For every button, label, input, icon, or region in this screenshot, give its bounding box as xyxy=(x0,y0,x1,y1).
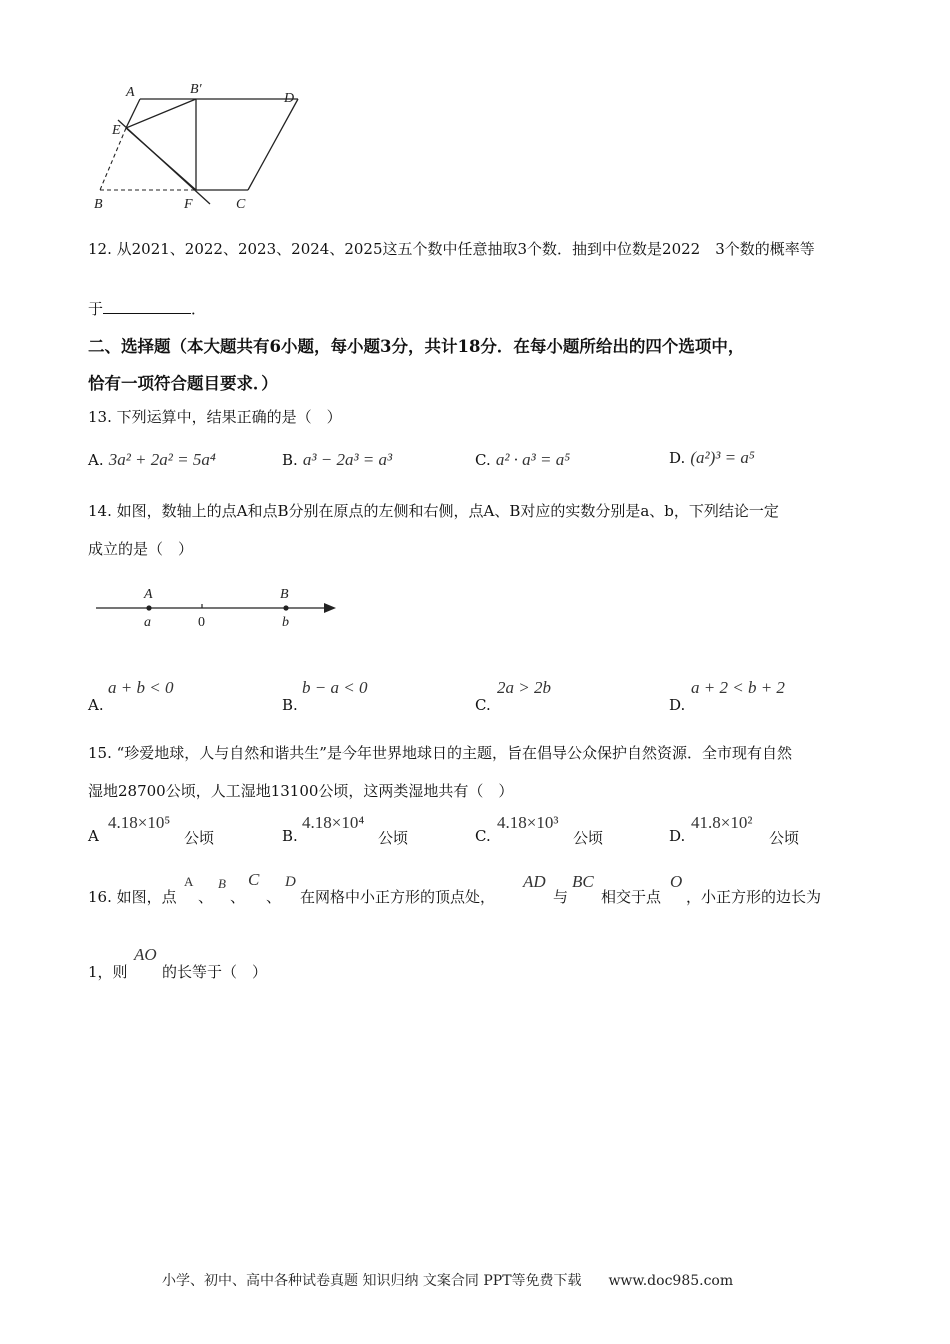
q16-point-C: C xyxy=(248,870,260,889)
q12-line2 xyxy=(88,298,206,319)
q15-option-c-expr: 4.18×10³ xyxy=(497,813,559,832)
q16-line2-prefix: 1，则 xyxy=(88,963,128,981)
q15-option-a-unit: 公顷 xyxy=(184,829,215,847)
numberline-label-A: A xyxy=(144,587,153,602)
q13-option-a xyxy=(88,450,216,470)
numberline-label-a: a xyxy=(144,615,151,630)
numberline-label-B: B xyxy=(280,587,289,602)
q15-option-a-letter: A xyxy=(88,827,99,845)
q14-option-c-expr: 2a > 2b xyxy=(497,678,551,697)
q12-line1: 12. 从2021、2022、2023、2024、2025这五个数中任意抽取3个数．抽到中位数是2022 3个数的概率等 xyxy=(88,240,815,258)
q12-line2-suffix: ． xyxy=(191,300,207,318)
q14-option-d-letter: D. xyxy=(669,696,686,714)
q14-option-c-letter: C. xyxy=(475,696,491,714)
label-A: A xyxy=(126,85,135,100)
q14-option-c xyxy=(475,678,655,714)
q16-sep-2: 、 xyxy=(230,888,246,906)
q16-point-O: O xyxy=(670,872,683,891)
q13-option-b-letter: B. xyxy=(282,451,298,469)
q16-mid1: 在网格中小正方形的顶点处， xyxy=(300,888,496,906)
q15-option-c xyxy=(475,813,655,845)
q13-option-a-expr: 3a² + 2a² = 5a⁴ xyxy=(108,450,216,469)
q12-answer-blank xyxy=(103,299,191,314)
q15-option-b-expr: 4.18×10⁴ xyxy=(302,813,365,832)
q13-option-d xyxy=(669,448,755,468)
q14-line1: 14. 如图，数轴上的点A和点B分别在原点的左侧和右侧，点A、B对应的实数分别是a、b，下列结论一定 xyxy=(88,502,779,520)
q14-option-d xyxy=(669,678,849,714)
section2-heading-line1: 二、选择题（本大题共有6小题，每小题3分，共计18分．在每小题所给出的四个选项中， xyxy=(88,337,745,356)
label-D: D xyxy=(284,91,295,106)
q15-option-d xyxy=(669,813,849,845)
q15-option-d-letter: D. xyxy=(669,827,686,845)
q16-sep-1: 、 xyxy=(198,888,214,906)
q13-option-d-expr: (a²)³ = a⁵ xyxy=(690,448,755,467)
q13-option-c-letter: C. xyxy=(475,451,491,469)
label-C: C xyxy=(236,197,246,212)
q14-option-b xyxy=(282,678,462,714)
q14-line2: 成立的是（ ） xyxy=(88,540,194,558)
q12-line2-prefix: 于 xyxy=(88,300,104,318)
q14-option-a-expr: a + b < 0 xyxy=(108,678,174,697)
footer xyxy=(162,1270,733,1290)
q14-option-b-expr: b − a < 0 xyxy=(302,678,368,697)
q16-segment-AO: AO xyxy=(134,945,157,964)
label-E: E xyxy=(112,123,121,138)
q16-segment-BC: BC xyxy=(572,872,594,891)
q13-option-d-letter: D. xyxy=(669,449,686,467)
q16-line1 xyxy=(88,870,868,910)
q13-option-b-expr: a³ − 2a³ = a³ xyxy=(302,450,393,469)
q15-option-c-letter: C. xyxy=(475,827,491,845)
label-F: F xyxy=(184,197,193,212)
q15-option-b-unit: 公顷 xyxy=(378,829,409,847)
q13-option-b xyxy=(282,450,392,470)
q16-point-D: D xyxy=(285,874,296,890)
q15-option-a-expr: 4.18×10⁵ xyxy=(108,813,171,832)
q16-line2-suffix: 的长等于（ ） xyxy=(162,963,268,981)
q16-sep-3: 、 xyxy=(266,888,282,906)
q14-option-a-letter: A. xyxy=(88,696,104,714)
q15-option-c-unit: 公顷 xyxy=(573,829,604,847)
q14-option-b-letter: B. xyxy=(282,696,298,714)
parallelogram-figure xyxy=(88,78,318,214)
label-B-prime: B′ xyxy=(190,82,202,97)
q16-mid2: 相交于点 xyxy=(601,888,662,906)
q16-segment-AD: AD xyxy=(523,872,546,891)
q13-stem: 13. 下列运算中，结果正确的是（ ） xyxy=(88,408,342,426)
numberline-label-zero: 0 xyxy=(198,615,205,630)
q15-option-d-expr: 41.8×10² xyxy=(691,813,753,832)
q15-option-b xyxy=(282,813,462,845)
q14-option-a xyxy=(88,678,268,714)
q16-prefix: 16. 如图，点 xyxy=(88,888,177,906)
q16-yu: 与 xyxy=(553,888,569,906)
q15-option-b-letter: B. xyxy=(282,827,298,845)
q16-end1: ，小正方形的边长为 xyxy=(686,888,822,906)
footer-url[interactable]: www.doc985.com xyxy=(608,1273,734,1289)
q13-option-a-letter: A. xyxy=(88,451,104,469)
q16-point-B: B xyxy=(218,876,226,891)
q16-line2 xyxy=(88,945,488,985)
footer-text: 小学、初中、高中各种试卷真题 知识归纳 文案合同 PPT等免费下载 xyxy=(162,1273,582,1289)
q15-option-a xyxy=(88,813,268,845)
q13-option-c xyxy=(475,450,570,470)
section2-heading-line2: 恰有一项符合题目要求．） xyxy=(88,374,278,393)
numberline-label-b: b xyxy=(282,615,289,630)
q14-option-d-expr: a + 2 < b + 2 xyxy=(691,678,785,697)
q15-option-d-unit: 公顷 xyxy=(769,829,800,847)
q15-line2: 湿地28700公顷，人工湿地13100公顷，这两类湿地共有（ ） xyxy=(88,782,514,800)
q15-line1: 15. “珍爱地球，人与自然和谐共生”是今年世界地球日的主题，旨在倡导公众保护自然资源．全市现有自然 xyxy=(88,744,792,762)
label-B: B xyxy=(94,197,103,212)
q16-point-A: A xyxy=(184,874,194,889)
number-line-figure xyxy=(92,580,342,632)
q13-option-c-expr: a² · a³ = a⁵ xyxy=(495,450,571,469)
